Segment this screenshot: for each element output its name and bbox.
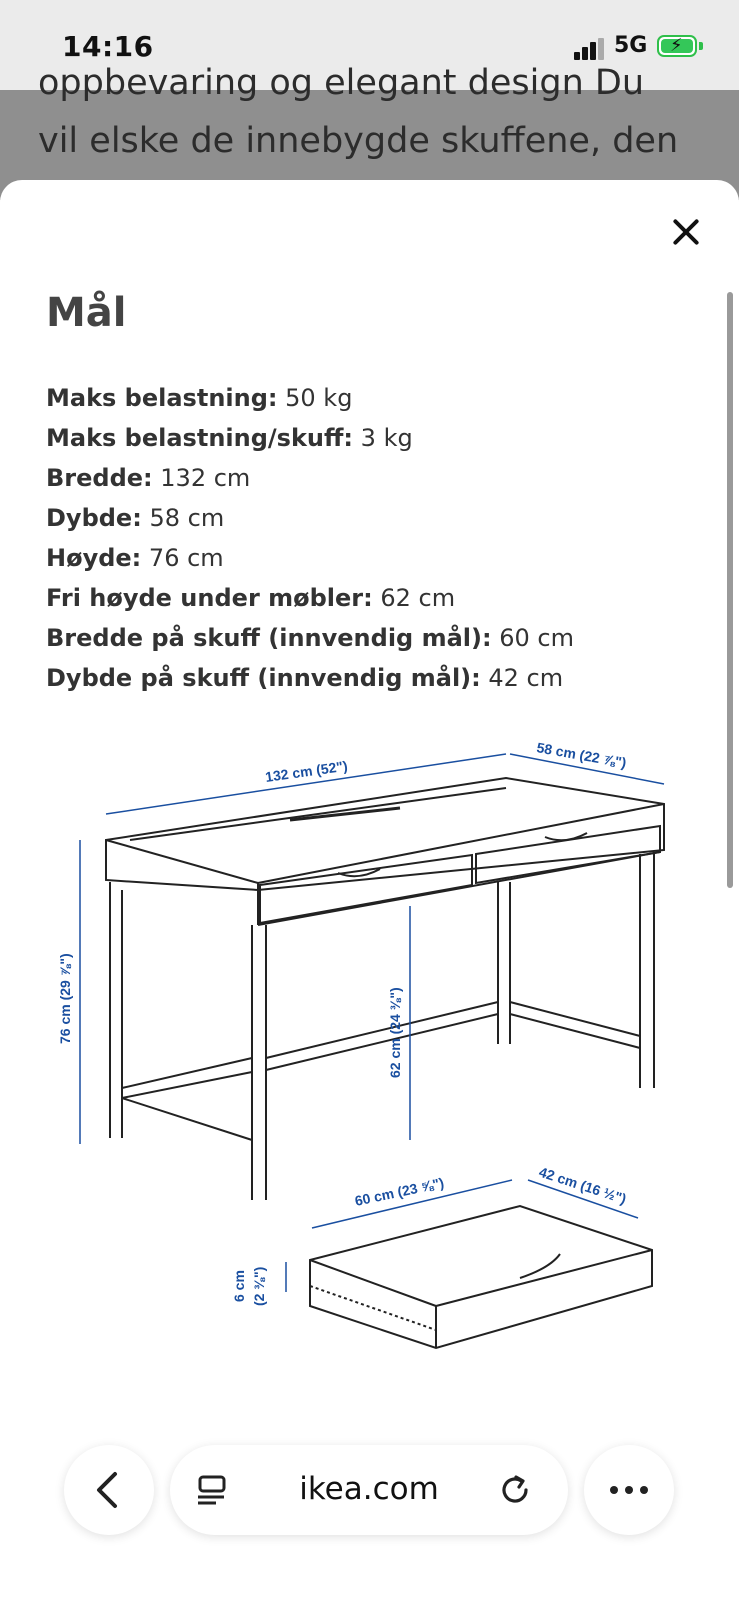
dimension-item — [46, 618, 574, 658]
drawer-illustration — [310, 1206, 652, 1348]
desk-dimension-diagram — [40, 740, 700, 1380]
dimension-item — [46, 378, 574, 418]
dimension-label: Maks belastning: — [46, 384, 278, 412]
dimension-value: 42 cm — [488, 664, 564, 692]
clearance-label: 62 cm (24 ⅜") — [387, 987, 403, 1078]
width-label: 132 cm (52") — [264, 757, 349, 785]
desk-top — [106, 778, 664, 890]
sheet-title: Mål — [46, 290, 127, 336]
background-text — [38, 54, 678, 170]
dimension-value: 132 cm — [160, 464, 251, 492]
battery-icon: ⚡ — [657, 35, 697, 57]
address-bar[interactable] — [170, 1445, 568, 1535]
dimension-label: Bredde på skuff (innvendig mål): — [46, 624, 492, 652]
dimension-value: 58 cm — [149, 504, 225, 532]
network-label: 5G — [614, 33, 648, 58]
dimension-item — [46, 418, 574, 458]
dimension-label: Høyde: — [46, 544, 142, 572]
drawer-height-in-label: (2 ⅜") — [251, 1266, 267, 1306]
desk-drawer — [260, 855, 472, 923]
more-icon — [609, 1485, 649, 1495]
background-line: oppbevaring og elegant design Du — [38, 63, 645, 103]
dimension-label: Dybde: — [46, 504, 142, 532]
back-button[interactable] — [64, 1445, 154, 1535]
scrollbar[interactable] — [727, 292, 733, 888]
dimension-item — [46, 498, 574, 538]
dimension-label: Maks belastning/skuff: — [46, 424, 354, 452]
url-text: ikea.com — [299, 1471, 439, 1507]
drawer-height-cm-label: 6 cm — [231, 1270, 247, 1302]
dimension-item — [46, 578, 574, 618]
dimension-label: Bredde: — [46, 464, 153, 492]
dimension-value: 50 kg — [285, 384, 353, 412]
dimension-value: 3 kg — [360, 424, 413, 452]
depth-label: 58 cm (22 ⅞") — [535, 739, 628, 771]
dimension-item — [46, 658, 574, 698]
reload-icon[interactable] — [498, 1473, 532, 1507]
background-line: vil elske de innebygde skuffene, den — [38, 121, 679, 161]
drawer-depth-label: 42 cm (16 ½") — [537, 1163, 629, 1207]
back-icon — [91, 1470, 127, 1510]
height-label: 76 cm (29 ⅞") — [57, 953, 73, 1044]
drawer-width-label: 60 cm (23 ⅝") — [353, 1174, 446, 1209]
close-icon[interactable] — [668, 214, 704, 250]
more-button[interactable] — [584, 1445, 674, 1535]
dimension-item — [46, 538, 574, 578]
dimension-item — [46, 458, 574, 498]
dimension-value: 60 cm — [499, 624, 574, 652]
battery-tip — [699, 42, 703, 50]
dimension-value: 62 cm — [380, 584, 456, 612]
dimension-value: 76 cm — [148, 544, 224, 572]
dimension-label: Dybde på skuff (innvendig mål): — [46, 664, 481, 692]
status-time: 14:16 — [62, 30, 154, 63]
dimensions-list — [46, 378, 574, 698]
dimension-label: Fri høyde under møbler: — [46, 584, 373, 612]
